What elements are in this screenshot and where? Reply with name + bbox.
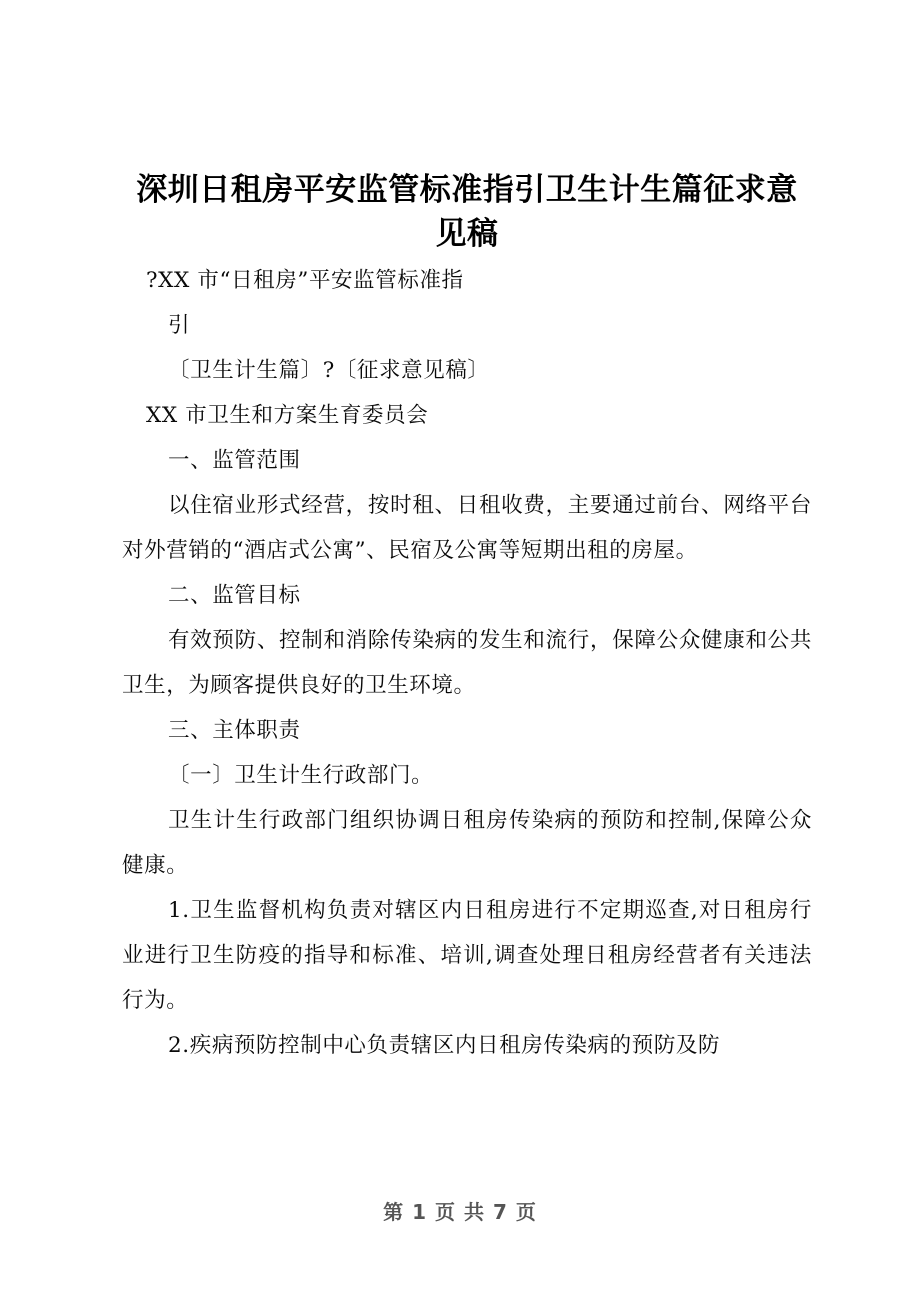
paragraph: 以住宿业形式经营，按时租、日租收费，主要通过前台、网络平台对外营销的“酒店式公寓”、民宿及公寓等短期出租的房屋。 [122, 493, 812, 563]
paragraph: 一、监管范围 [168, 448, 301, 473]
paragraph: 三、主体职责 [168, 718, 301, 743]
page-footer: 第 1 页 共 7 页 [383, 1200, 537, 1224]
paragraph: 有效预防、控制和消除传染病的发生和流行，保障公众健康和公共卫生，为顾客提供良好的卫生环境。 [122, 628, 812, 698]
paragraph: 〔卫生计生篇〕?〔征求意见稿〕 [168, 358, 490, 383]
paragraph: 1.卫生监督机构负责对辖区内日租房进行不定期巡查,对日租房行业进行卫生防疫的指导和标准、培训,调查处理日租房经营者有关违法行为。 [122, 898, 812, 1013]
paragraph: 〔一〕卫生计生行政部门。 [168, 763, 434, 788]
paragraph: XX 市卫生和方案生育委员会 [146, 403, 429, 428]
paragraph: ?XX 市“日租房”平安监管标准指 [146, 268, 464, 293]
page-title: 深圳日租房平安监管标准指引卫生计生篇征求意见稿 [136, 172, 798, 252]
paragraph: 2.疾病预防控制中心负责辖区内日租房传染病的预防及防 [168, 1033, 721, 1058]
paragraph: 二、监管目标 [168, 583, 301, 608]
document-body [122, 258, 812, 1068]
paragraph: 卫生计生行政部门组织协调日租房传染病的预防和控制,保障公众健康。 [122, 808, 812, 878]
paragraph: 引 [168, 313, 191, 338]
